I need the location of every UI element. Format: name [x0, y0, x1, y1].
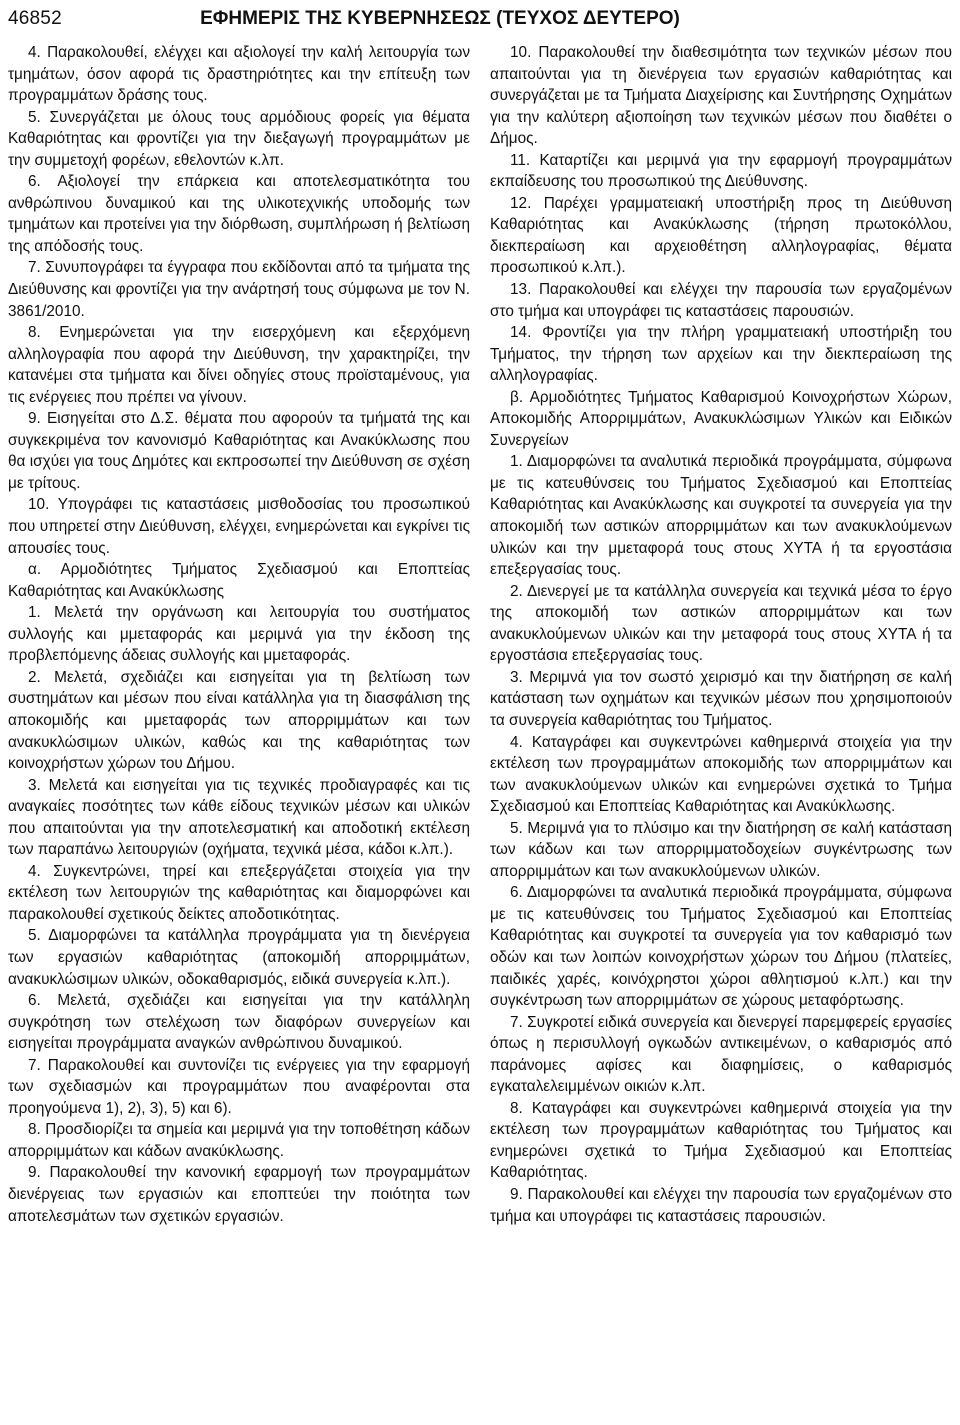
paragraph: 5. Συνεργάζεται με όλους τους αρμόδιους φορείς για θέματα Καθαριότητας και φροντίζει για την διεξαγωγή προγραμμάτων με την συμμετοχή φορέων, εθελοντών κ.λπ.	[8, 108, 470, 169]
paragraph: 1. Μελετά την οργάνωση και λειτουργία του συστήματος συλλογής και μμεταφοράς και μεριμνά για την έκδοση της προβλεπόμενης άδειας συλλογής και μμεταφοράς.	[8, 604, 470, 665]
paragraph: 8. Προσδιορίζει τα σημεία και μεριμνά για την τοποθέτηση κάδων απορριμμάτων και κάδων ανακύκλωσης.	[8, 1121, 470, 1160]
paragraph: 14. Φροντίζει για την πλήρη γραμματειακή υποστήριξη του Τμήματος, την τήρηση των αρχείων και την διεκπεραίωση της αλληλογραφίας.	[490, 324, 952, 385]
paragraph: 6. Διαμορφώνει τα αναλυτικά περιοδικά προγράμματα, σύμφωνα με τις κατευθύνσεις του Τμήματος Σχεδιασμού και Εποπτείας Καθαριότητας και συγκροτεί τα συνεργεία για τον καθαρισμό των οδών και των λοιπών κοινοχρήστων χώρων του Δήμου (πλατείες, παιδικές χαρές, κοινόχρηστοι χώροι αθλητισμού κ.λπ.) και την συγκέντρωση των απορριμμάτων σε χώρους μεταφόρτωσης.	[490, 884, 952, 1010]
paragraph: 4. Παρακολουθεί, ελέγχει και αξιολογεί την καλή λειτουργία των τμημάτων, όσον αφορά τις δραστηριότητες και την επίτευξη των προγραμμάτων δράσης τους.	[8, 44, 470, 105]
paragraph: 13. Παρακολουθεί και ελέγχει την παρουσία των εργαζομένων στο τμήμα και υπογράφει τις καταστάσεις παρουσιών.	[490, 281, 952, 320]
paragraph: 5. Μεριμνά για το πλύσιμο και την διατήρηση σε καλή κατάσταση των κάδων και των απορριμματοδοχείων συγκέντρωσης των απορριμμάτων και των ανακυκλούμενων υλικών.	[490, 819, 952, 880]
page-number: 46852	[8, 8, 62, 29]
paragraph: 10. Παρακολουθεί την διαθεσιμότητα των τεχνικών μέσων που απαιτούνται για τη διενέργεια των εργασιών καθαριότητας και συνεργάζεται με τα Τμήματα Διαχείρισης και Συντήρησης Οχημάτων για την καλύτερη αξιοποίηση των τεχνικών μέσων που διαθέτει ο Δήμος.	[490, 44, 952, 148]
paragraph: 2. Μελετά, σχεδιάζει και εισηγείται για τη βελτίωση των συστημάτων και μέσων που είναι κατάλληλα για τη διασφάλιση της αποκομιδής και μμεταφοράς των απορριμμάτων και των ανακυκλώσιμων υλικών, καθώς και της καθαριότητας των κοινοχρήστων χώρων του Δήμου.	[8, 668, 470, 773]
paragraph: 7. Συνυπογράφει τα έγγραφα που εκδίδονται από τα τμήματα της Διεύθυνσης και φροντίζει για την ανάρτησή τους σύμφωνα με τον Ν. 3861/2010.	[8, 259, 470, 320]
paragraph: 6. Αξιολογεί την επάρκεια και αποτελεσματικότητα του ανθρώπινου δυναμικού και της υλικοτεχνικής υποδομής των τμημάτων και προτείνει για την διόρθωση, συμπλήρωση ή βελτίωση της απόδοσής τους.	[8, 173, 470, 255]
paragraph: 9. Παρακολουθεί και ελέγχει την παρουσία των εργαζομένων στο τμήμα και υπογράφει τις καταστάσεις παρουσιών.	[490, 1185, 952, 1225]
page-header	[8, 4, 952, 34]
paragraph: 2. Διενεργεί με τα κατάλληλα συνεργεία και τεχνικά μέσα το έργο της αποκομιδή των αστικών απορριμμάτων και των ανακυκλούμενων υλικών και την μεταφορά τους στους ΧΥΤΑ ή τα εργοστάσια επεξεργασίας τους.	[490, 582, 952, 665]
paragraph: 8. Καταγράφει και συγκεντρώνει καθημερινά στοιχεία για την εκτέλεση των προγραμμάτων καθαριότητας του Τμήματος και ενημερώνει σχετικά το Τμήμα Σχεδιασμού και Εποπτείας Καθαριότητας.	[490, 1099, 952, 1182]
paragraph: 5. Διαμορφώνει τα κατάλληλα προγράμματα για τη διενέργεια των εργασιών καθαριότητας (αποκομιδή απορριμμάτων, ανακυκλώσιμων υλικών, οδοκαθαρισμός, ειδικά συνεργεία κ.λπ.).	[8, 927, 470, 988]
section-heading: β. Αρμοδιότητες Τμήματος Καθαρισμού Κοινοχρήστων Χώρων, Αποκομιδής Απορριμμάτων, Ανακυκλώσιμων Υλικών και Ειδικών Συνεργείων	[490, 388, 952, 449]
paragraph: 7. Συγκροτεί ειδικά συνεργεία και διενεργεί παρεμφερείς εργασίες όπως η περισυλλογή ογκωδών αντικειμένων, ο καθαρισμός από παράνομες αφίσες και διαφημίσεις, ο καθαρισμός εγκαταλελειμμένων οικιών κ.λπ.	[490, 1013, 952, 1096]
paragraph: 1. Διαμορφώνει τα αναλυτικά περιοδικά προγράμματα, σύμφωνα με τις κατευθύνσεις του Τμήματος Σχεδιασμού και Εποπτείας Καθαριότητας και Ανακύκλωσης και συγκροτεί τα συνεργεία για την αποκομιδή των αστικών απορριμμάτων και των ανακυκλούμενων υλικών και την μμεταφορά τους στους ΧΥΤΑ ή τα εργοστάσια επεξεργασίας τους.	[490, 453, 952, 579]
article-columns	[8, 42, 952, 1420]
paragraph: 7. Παρακολουθεί και συντονίζει τις ενέργειες για την εφαρμογή των σχεδιασμών και προγραμμάτων που αναφέρονται στα προηγούμενα 1), 2), 3), 5) και 6).	[8, 1056, 470, 1117]
gazette-title: ΕΦΗΜΕΡΙΣ ΤΗΣ ΚΥΒΕΡΝΗΣΕΩΣ (ΤΕΥΧΟΣ ΔΕΥΤΕΡΟ)	[200, 8, 680, 29]
paragraph: 10. Υπογράφει τις καταστάσεις μισθοδοσίας του προσωπικού που υπηρετεί στην Διεύθυνση, ελέγχει, ενημερώνεται και εγκρίνει τις απουσίες τους.	[8, 496, 470, 557]
paragraph: 3. Μεριμνά για τον σωστό χειρισμό και την διατήρηση σε καλή κατάσταση των οχημάτων και τεχνικών μέσων που χρησιμοποιούν τα συνεργεία καθαριότητας του Τμήματος.	[490, 668, 952, 729]
right-column	[490, 42, 952, 1420]
left-column	[8, 42, 470, 1420]
paragraph: 4. Συγκεντρώνει, τηρεί και επεξεργάζεται στοιχεία για την εκτέλεση των λειτουργιών της καθαριότητας και διαμορφώνει και παρακολουθεί σχετικούς δείκτες αποδοτικότητας.	[8, 862, 470, 923]
paragraph: 8. Ενημερώνεται για την εισερχόμενη και εξερχόμενη αλληλογραφία που αφορά την Διεύθυνση, την χαρακτηρίζει, την κατανέμει στα τμήματα και δίνει οδηγίες στους προϊσταμένους, για τις ενέργειες που πρέπει να γίνουν.	[8, 324, 470, 406]
paragraph: 9. Παρακολουθεί την κανονική εφαρμογή των προγραμμάτων διενέργειας των εργασιών και εποπτεύει την ποιότητα των αποτελεσμάτων των σχετικών εργασιών.	[8, 1164, 470, 1225]
paragraph: 9. Εισηγείται στο Δ.Σ. θέματα που αφορούν τα τμήματά της και συγκεκριμένα τον κανονισμό Καθαριότητας και Ανακύκλωσης που θα ισχύει για τους Δημότες και εκπροσωπεί την Διεύθυνση σε σχέση με τρίτους.	[8, 410, 470, 492]
section-heading: α. Αρμοδιότητες Τμήματος Σχεδιασμού και Εποπτείας Καθαριότητας και Ανακύκλωσης	[8, 561, 470, 600]
paragraph: 11. Καταρτίζει και μεριμνά για την εφαρμογή προγραμμάτων εκπαίδευσης του προσωπικού της Διεύθυνσης.	[490, 151, 952, 191]
paragraph: 6. Μελετά, σχεδιάζει και εισηγείται για την κατάλληλη συγκρότηση των στελέχωση των διαφόρων συνεργείων και εισηγείται προγράμματα αναγκών ανθρώπινου δυναμικού.	[8, 992, 470, 1053]
paragraph: 3. Μελετά και εισηγείται για τις τεχνικές προδιαγραφές και τις αναγκαίες ποσότητες των κάθε είδους τεχνικών μέσων και υλικών που απαιτούνται για την αποτελεσματική και αποδοτική εκτέλεση των παραπάνω λειτουργιών (οχήματα, τεχνικά μέσα, κάδοι κ.λπ.).	[8, 776, 470, 859]
paragraph: 12. Παρέχει γραμματειακή υποστήριξη προς τη Διεύθυνση Καθαριότητας και Ανακύκλωσης (τήρηση πρωτοκόλλου, διεκπεραίωση και αρχειοθέτηση αλληλογραφίας, θέματα προσωπικού κ.λπ.).	[490, 194, 952, 277]
paragraph: 4. Καταγράφει και συγκεντρώνει καθημερινά στοιχεία για την εκτέλεση των προγραμμάτων αποκομιδής των απορριμμάτων και των ανακυκλούμενων υλικών και ενημερώνει σχετικά το Τμήμα Σχεδιασμού και Εποπτείας Καθαριότητας και Ανακύκλωσης.	[490, 733, 952, 816]
